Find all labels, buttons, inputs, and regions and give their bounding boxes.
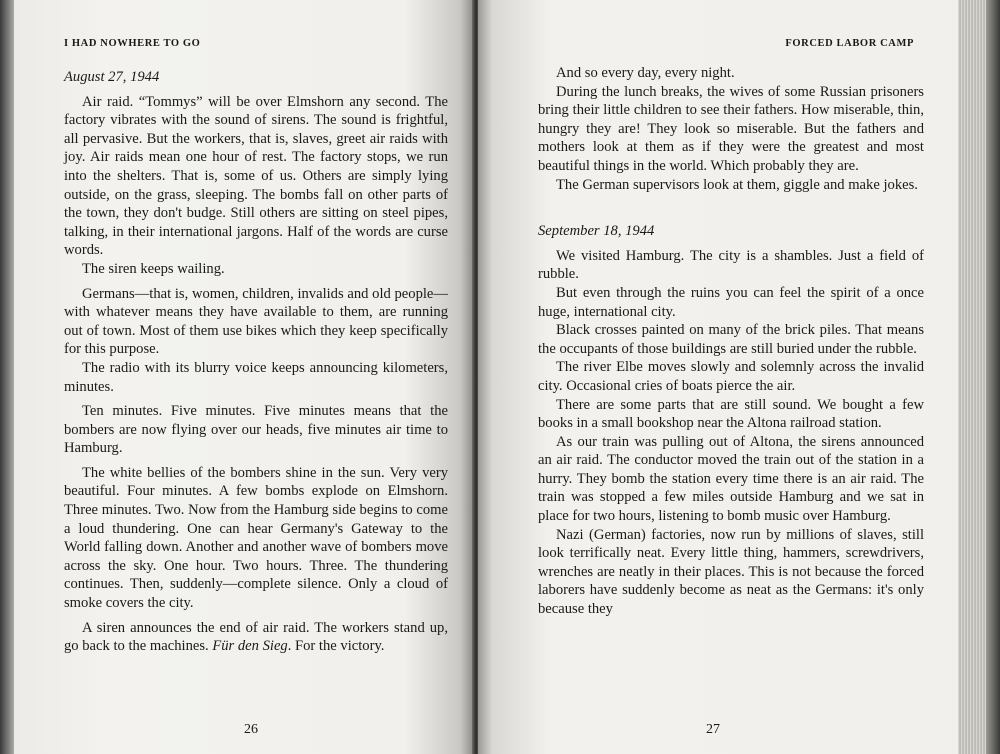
left-page bbox=[14, 0, 474, 754]
paragraph: During the lunch breaks, the wives of some Russian prisoners bring their little children to see their fathers. How miserable, thin, hungry they are! They look so miserable. But the fathers and mothers look at them as if they were the greatest and most beautiful things in the world. Which probably they are. bbox=[538, 83, 924, 174]
paragraph: Nazi (German) factories, now run by millions of slaves, still look terrifically neat. Every little thing, hammers, screwdrivers, wrenches are neatly in their places. This is not because the forced laborers have suddenly become as neat as the Germans: it's only because they bbox=[538, 526, 924, 618]
paragraph: The radio with its blurry voice keeps announcing kilometers, minutes. bbox=[64, 359, 448, 395]
right-page-text bbox=[538, 64, 924, 619]
paragraph: There are some parts that are still sound. We bought a few books in a small bookshop near the Altona railroad station. bbox=[538, 396, 924, 432]
running-head-left: I HAD NOWHERE TO GO bbox=[64, 38, 201, 49]
date-heading: September 18, 1944 bbox=[538, 223, 655, 240]
paragraph: And so every day, every night. bbox=[556, 65, 735, 81]
left-page-text bbox=[64, 68, 448, 662]
paragraph: Air raid. “Tommys” will be over Elmshorn any second. The factory vibrates with the sound of sirens. The sound is frightful, all pervasive. But the workers, that is, slaves, greet air raids with joy. Air raids mean one hour of rest. The factory stops, we run into the shelters. That is, some of us. Others are simply lying outside, on the grass, sleeping. The bombs fall on other parts of the town, they don't budge. Still others are sitting on steel pipes, talking, in their international jargons. Half of the words are curse words. bbox=[64, 93, 448, 259]
paragraph: Black crosses painted on many of the brick piles. That means the occupants of those buildings are still buried under the rubble. bbox=[538, 322, 924, 357]
paragraph: The white bellies of the bombers shine in the sun. Very very beautiful. Four minutes. A few bombs explode on Elmshorn. Three minutes. Two. Now from the Hamburg side begins to come a loud thundering. One can hear Germany's Gateway to the World falling down. Another and another wave of bombers move across the sky. One hour. Two hours. Three. The thundering continues. Then, suddenly—complete silence. Only a cloud of smoke covers the city. bbox=[64, 464, 448, 612]
page-number-right: 27 bbox=[706, 722, 720, 737]
italic-phrase: Für den Sieg bbox=[212, 638, 288, 655]
paragraph: Germans—that is, women, children, invalids and old people—with whatever means they have available to them, are running out of town. Most of them use bikes which they keep specifically for this purpose. bbox=[64, 285, 448, 358]
paragraph: The German supervisors look at them, giggle and make jokes. bbox=[556, 176, 918, 193]
paragraph bbox=[64, 619, 448, 656]
paragraph-text: . For the victory. bbox=[287, 638, 385, 655]
paragraph: Ten minutes. Five minutes. Five minutes means that the bombers are now flying over our heads, five minutes air time to Hamburg. bbox=[64, 403, 448, 457]
paragraph: We visited Hamburg. The city is a shambles. Just a field of rubble. bbox=[538, 247, 924, 283]
paragraph: The siren keeps wailing. bbox=[82, 260, 225, 277]
paragraph: The river Elbe moves slowly and solemnly across the invalid city. Occasional cries of boats pierce the air. bbox=[538, 359, 924, 394]
paragraph-text: A siren announces the end of air raid. The workers stand up, go back to the machines. bbox=[64, 619, 448, 655]
running-head-right: FORCED LABOR CAMP bbox=[785, 38, 914, 49]
right-page bbox=[478, 0, 958, 754]
page-edges bbox=[958, 0, 1000, 754]
paragraph: But even through the ruins you can feel the spirit of a once huge, international city. bbox=[538, 284, 924, 320]
paragraph: As our train was pulling out of Altona, the sirens announced an air raid. The conductor moved the train out of the station in a hurry. They bomb the station every time there is an air raid. The train was stopped a few miles outside Hamburg and we sat in place for two hours, listening to bomb music over Hamburg. bbox=[538, 433, 924, 525]
page-number-left: 26 bbox=[244, 722, 258, 737]
date-heading: August 27, 1944 bbox=[64, 69, 160, 85]
